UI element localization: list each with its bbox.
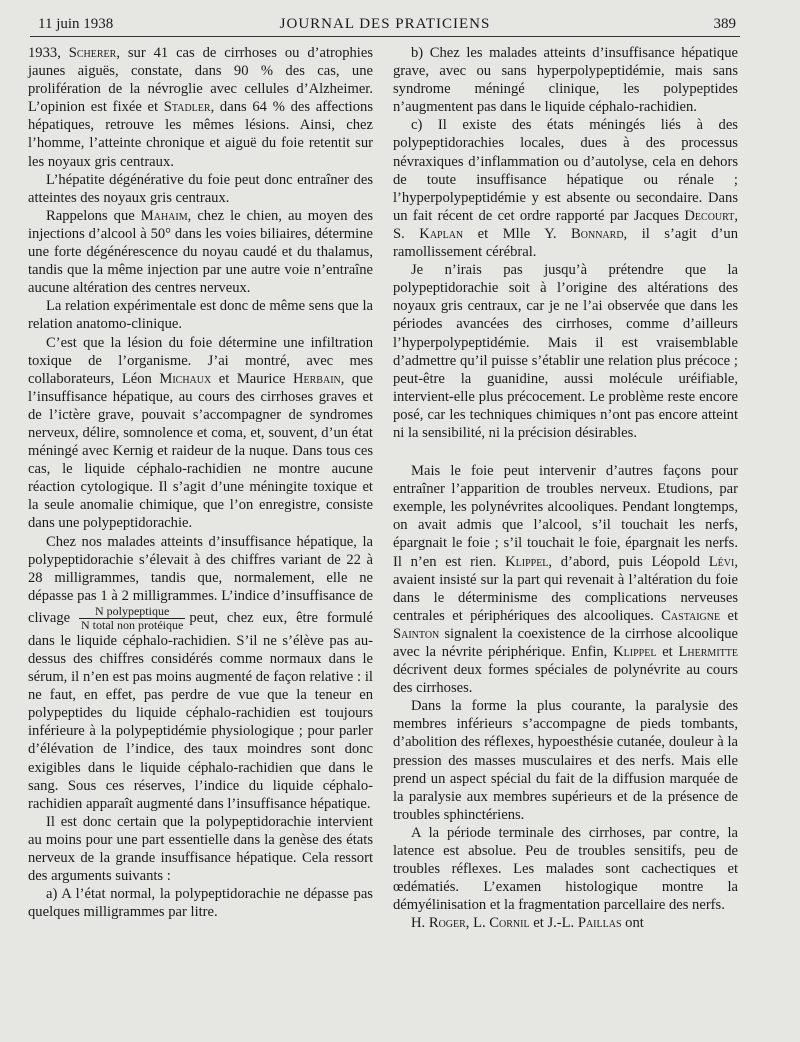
author-name: Scherer xyxy=(68,45,117,61)
author-name: Lhermitte xyxy=(678,644,738,660)
paragraph: L’hépatite dégénérative du foie peut donc entraîner des atteintes des noyaux gris centraux. xyxy=(28,171,373,206)
paragraph: Rappelons que Mahaim, chez le chien, au moyen des injections d’alcool à 50° dans les voies biliaires, détermine une forte dégénérescence du noyau caudé et du thalamus, tandis que la même injection par une autre voie n’entraîne aucune altération des centres nerveux. xyxy=(28,207,373,297)
author-name: Kaplan xyxy=(419,225,464,242)
paragraph: 1933, Scherer, sur 41 cas de cirrhoses ou d’atrophies jaunes aiguës, constate, dans 90 % des cas, une prolifération de la névroglie avec cellules d’Alzheimer. L’opinion est fixée et Stadler, dans 64 % des affections hépatiques, retrouve les mêmes lésions. Ainsi, chez l’homme, l’atteinte chronique et aiguë du foie retentit sur les noyaux gris centraux. xyxy=(28,45,374,170)
fraction-numerator: N polypeptique xyxy=(79,605,185,619)
paragraph: C’est que la lésion du foie détermine une infiltration toxique de l’organisme. J’ai montré, avec mes collaborateurs, Léon Michaux et Maurice Herbain, que l’insuffisance hépatique, au cours des cirrhoses graves et de l’ictère grave, pouvait s’accompagner de syndromes nerveux, délire, somnolence et coma, et, souvent, d’un état méningé avec Kernig et raideur de la nuque. Dans tous ces cas, le liquide céphalo-rachidien ne montre aucune réaction cytologique. Il s’agit d’une méningite toxique et la seule anomalie chimique, que l’on enregistre, consiste dans une polypeptidorachie. xyxy=(28,334,373,532)
section-gap xyxy=(393,442,738,462)
author-name: Decourt xyxy=(684,207,735,224)
author-name: Lévi xyxy=(708,553,735,570)
author-name: Herbain xyxy=(292,370,341,387)
author-name: Michaux xyxy=(159,370,212,387)
author-name: Klippel xyxy=(505,553,549,570)
page-number: 389 xyxy=(713,16,736,32)
left-column xyxy=(28,44,373,921)
author-signature: H. Roger, L. Cornil et J.-L. Paillas ont xyxy=(411,915,644,932)
journal-title: JOURNAL DES PRATICIENS xyxy=(279,16,491,32)
paragraph: A la période terminale des cirrhoses, par contre, la latence est absolue. Peu de troubles sensitifs, peu de troubles réflexes. Les malades sont cachectiques et œdématiés. L’examen histologique montre la démyélinisation et la fragmentation parcellaire des nerfs. xyxy=(393,824,738,914)
paragraph: b) Chez les malades atteints d’insuffisance hépatique grave, avec ou sans hyperpolypeptidémie, mais sans syndrome méningé clinique, les polypeptides n’augmentent pas dans le liquide céphalo-rachidien. xyxy=(393,45,738,116)
paragraph: Chez nos malades atteints d’insuffisance hépatique, la polypeptidorachie s’élevait à des chiffres variant de 22 à 28 milligrammes, tandis que, normalement, elle ne dépasse pas 1 à 2 milligrammes. L’indice d’insuffisance de clivage $\frac{\text{N polypeptique}}{\text{N total non protéique}}$ peut, chez eux, être formulé dans le liquide céphalo-rachidien. S’il ne s’élève pas au-dessus des chiffres considérés comme normaux dans le sérum, il n’en est pas moins augmenté de façon relative : il ne faut, en effet, pas perdre de vue que la teneur en polypeptides du liquide céphalo-rachidien est toujours inférieure à la polypeptidémie physiologique ; pour parler d’élévation de l’indice, des taux moindres sont donc exigibles dans le liquide céphalo-rachidien que dans le sang. Sous ces réserves, l’indice du liquide céphalo-rachidien apparaît augmenté dans l’insuffisance hépatique. xyxy=(28,533,373,812)
cleavage-index-fraction xyxy=(79,605,185,632)
fraction-denominator: N total non protéique xyxy=(81,617,184,632)
paragraph: Dans la forme la plus courante, la paralysie des membres inférieurs s’accompagne de pieds tombants, d’abolition des réflexes, hypoesthésie cutanée, douleur à la pression des masses musculaires et des nerfs. Mais elle prend un aspect spécial du fait de la diffusion marquée de la paralysie aux membres supérieurs et de la présence de troubles sphinctériens. xyxy=(393,698,738,823)
right-column xyxy=(393,44,738,933)
paragraph: La relation expérimentale est donc de même sens que la relation anatomo-clinique. xyxy=(28,298,373,333)
paragraph: Je n’irais pas jusqu’à prétendre que la polypeptidorachie soit à l’origine des altérations des noyaux gris centraux, car je ne l’ai observée que dans les périodes avancées des cirrhoses, comme d’ailleurs l’hyperpolypeptidémie. Mais il est vraisemblable d’admettre qu’il puisse s’établir une relation plus précoce ; peut-être la guanidine, aussi molécule uréifiable, intervient-elle plus précocement. Le problème reste encore posé, car les techniques chimiques n’ont pas encore atteint ni la sensibilité, ni la précision désirables. xyxy=(393,262,738,441)
paragraph: c) Il existe des états méningés liés à des polypeptidorachies locales, dues à des processus névraxiques d’inflammation ou d’autolyse, cela en dehors de toute insuffisance hépatique ou rénale ; l’hyperpolypeptidémie y est absente ou secondaire. Dans un fait récent de cet ordre rapporté par Jacques Decourt, S. Kaplan et Mlle Y. Bonnard, il s’agit d’un ramollissement cérébral. xyxy=(393,117,738,261)
author-name: Castaigne xyxy=(661,607,721,624)
author-name: Stadler xyxy=(163,99,211,116)
author-name: Sainton xyxy=(393,625,440,642)
paragraph: Mais le foie peut intervenir d’autres façons pour entraîner l’apparition de troubles nerveux. Etudions, par exemple, les polynévrites alcooliques. Pendant longtemps, on avait admis que l’alcool, s’il touchait les nerfs, épargnait le foie ; s’il touchait le foie, épargnait les nerfs. Il n’en est rien. Klippel, d’abord, puis Léopold Lévi, avaient insisté sur la part qui revenait à l’altération du foie dans le déterminisme des complications nerveuses centrales et périphériques des alcooliques. Castaigne et Sainton signalent la coexistence de la cirrhose alcoolique avec la névrite périphérique. Enfin, Klippel et Lhermitte décrivent deux formes spéciales de polynévrite au cours des cirrhoses. xyxy=(393,463,738,697)
header-date: 11 juin 1938 xyxy=(38,16,114,32)
author-name: Klippel xyxy=(613,644,657,660)
running-header xyxy=(30,14,740,37)
paragraph: Il est donc certain que la polypeptidorachie intervient au moins pour une part essentielle dans la genèse des états nerveux de la grande insuffisance hépatique. Cela ressort des arguments suivants : xyxy=(28,813,373,885)
paragraph: a) A l’état normal, la polypeptidorachie ne dépasse pas quelques milligrammes par litre. xyxy=(28,886,373,921)
author-name: Mahaim xyxy=(140,207,188,224)
author-name: Bonnard xyxy=(571,225,624,242)
